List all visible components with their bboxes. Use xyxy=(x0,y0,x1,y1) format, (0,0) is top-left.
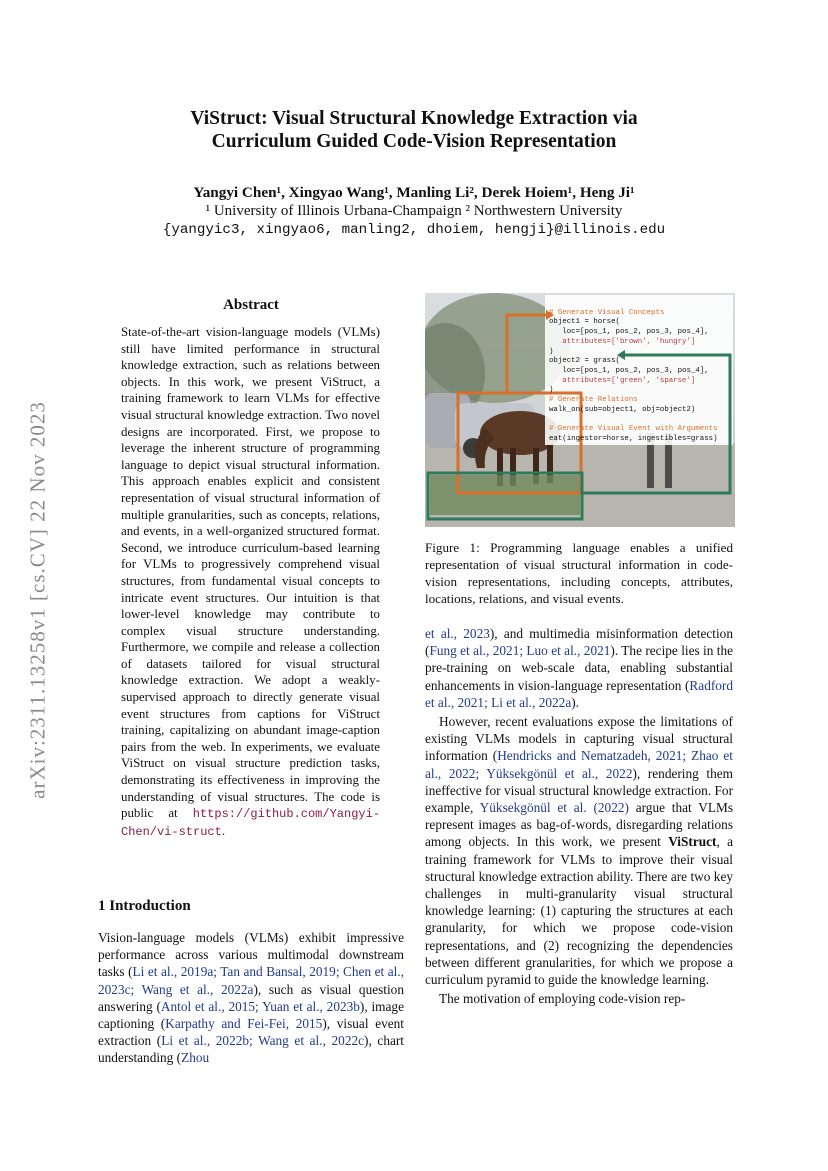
title-line-2: Curriculum Guided Code-Vision Representation xyxy=(211,131,617,152)
section-heading-introduction: 1 Introduction xyxy=(98,898,191,914)
body-text: ), and multimedia misinformation detection ( xyxy=(425,626,733,659)
paragraph xyxy=(425,713,733,988)
citation-link[interactable]: Zhou xyxy=(181,1050,210,1066)
paper-title xyxy=(110,107,718,153)
code-line: loc=[pos_1, pos_2, pos_3, pos_4], xyxy=(549,366,709,375)
intro-text: ), such as visual question answering ( xyxy=(98,981,404,1014)
arxiv-identifier: arXiv:2311.13258v1 [cs.CV] 22 Nov 2023 xyxy=(25,401,50,799)
citation-link[interactable]: Radford et al., 2021; Li et al., 2022a xyxy=(425,677,733,710)
paragraph xyxy=(425,625,733,711)
citation-link[interactable]: et al., 2023 xyxy=(425,626,490,641)
abstract-text: State-of-the-art vision-language models (VLMs) still have limited performance in structural knowledge extraction, such as relations between objects. In this work, we present ViStruct, a training framework to learn VLMs for effective visual structural knowledge extraction. Two novel designs are incorporated. First, we propose to leverage the inherent structure of programming language to depict visual structural information. This approach enables explicit and consistent representation of visual structural information of multiple granularities, such as concepts, relations, and events, in a well-organized structured format. Second, we introduce curriculum-based learning for VLMs to progressively comprehend visual structures, from fundamental visual concepts to intricate event structures. Our intuition is that lower-level knowledge may contribute to complex visual structure understanding. Furthermore, we compile and release a collection of datasets tailored for visual structural knowledge extraction. We adopt a weakly-supervised approach to directly generate visual event structures from captions for ViStruct training, capitalizing on abundant image-caption pairs from the web. In experiments, we evaluate ViStruct on visual structure prediction tasks, demonstrating its effectiveness in improving the understanding of visual structures. The code is public at xyxy=(121,325,380,821)
body-text: ). The recipe lies in the pre-training on web-scale data, enabling substantial enhancements in vision-language representation ( xyxy=(425,643,734,693)
code-line: attributes=['brown', 'hungry'] xyxy=(549,337,696,346)
affiliations: ¹ University of Illinois Urbana-Champaign ² Northwestern University xyxy=(205,203,623,219)
citation-link[interactable]: Antol et al., 2015; Yuan et al., 2023b xyxy=(160,998,360,1014)
intro-text: ), chart understanding ( xyxy=(98,1033,404,1066)
author-emails: {yangyic3, xingyao6, manling2, dhoiem, hengji}@illinois.edu xyxy=(162,222,666,238)
body-text: ). xyxy=(571,694,579,710)
abstract-body xyxy=(121,324,380,840)
citation-link[interactable]: Hendricks and Nematzadeh, 2021; Zhao et al., 2022; Yüksekgönül et al., 2022 xyxy=(425,748,733,781)
citation-link[interactable]: Li et al., 2022b; Wang et al., 2022c xyxy=(161,1033,365,1049)
body-text: However, recent evaluations expose the limitations of existing VLMs models in capturing visual structural information ( xyxy=(425,714,733,764)
title-line-1: ViStruct: Visual Structural Knowledge Extraction via xyxy=(190,108,638,129)
code-line: object1 = horse( xyxy=(549,318,620,327)
code-line: walk_on(sub=object1, obj=object2) xyxy=(549,405,696,414)
figure-1-caption: Figure 1: Programming language enables a unified representation of visual structural information in code-vision representations, including concepts, attributes, locations, relations, and visual events. xyxy=(425,540,733,606)
intro-text: ), image captioning ( xyxy=(98,998,404,1032)
code-line: ) xyxy=(549,347,554,356)
figure-1 xyxy=(425,293,735,527)
code-line: loc=[pos_1, pos_2, pos_3, pos_4], xyxy=(549,328,709,337)
paragraph xyxy=(425,990,733,1007)
right-column-text xyxy=(425,625,733,1007)
body-text: ), rendering them ineffective for visual structural knowledge extraction. For example, xyxy=(425,765,734,816)
code-line: object2 = grass( xyxy=(549,357,620,366)
intro-paragraph-1 xyxy=(98,929,404,1067)
code-line: attributes=['green', 'sparse'] xyxy=(549,376,696,385)
author-list: Yangyi Chen¹, Xingyao Wang¹, Manling Li², Derek Hoiem¹, Heng Ji¹ xyxy=(193,184,635,201)
body-text: , a training framework for VLMs to improve their visual structural knowledge extraction ability. There are two key challenges in multi-granularity visual structural knowledge learning: (1) capturing the structures at each granularity, for which we propose code-vision representations, and (2) recognizing the dependencies between different granularities, for which we propose a curriculum pyramid to guide the knowledge learning. xyxy=(425,834,733,988)
intro-text: Vision-language models (VLMs) exhibit impressive performance across various multimodal downstream tasks ( xyxy=(98,930,404,980)
method-name: ViStruct xyxy=(668,834,717,850)
code-snippet xyxy=(549,299,718,445)
arxiv-sidebar xyxy=(22,355,54,845)
code-line: # Generate Visual Concepts xyxy=(549,308,665,317)
citation-link[interactable]: Yüksekgönül et al. (2022) xyxy=(479,800,629,816)
code-link[interactable]: https://github.com/Yangyi-Chen/vi-struct xyxy=(121,807,380,839)
intro-text: ), visual event extraction ( xyxy=(98,1016,404,1049)
body-text: The motivation of employing code-vision rep- xyxy=(439,991,686,1007)
code-line: # Generate Relations xyxy=(549,396,638,405)
code-line: eat(ingestor=horse, ingestibles=grass) xyxy=(549,434,718,443)
citation-link[interactable]: Karpathy and Fei-Fei, 2015 xyxy=(165,1016,323,1032)
abstract-end: . xyxy=(221,823,226,838)
code-line: # Generate Visual Event with Arguments xyxy=(549,425,718,434)
abstract-heading: Abstract xyxy=(223,297,279,313)
citation-link[interactable]: Fung et al., 2021; Luo et al., 2021 xyxy=(429,643,611,659)
citation-link[interactable]: Li et al., 2019a; Tan and Bansal, 2019; Chen et al., 2023c; Wang et al., 2022a xyxy=(98,964,404,997)
grass-patch xyxy=(430,475,580,515)
body-text: argue that VLMs represent images as bag-of-words, disregarding relations among objects. In this work, we present xyxy=(425,800,733,850)
code-line: ) xyxy=(549,386,554,395)
